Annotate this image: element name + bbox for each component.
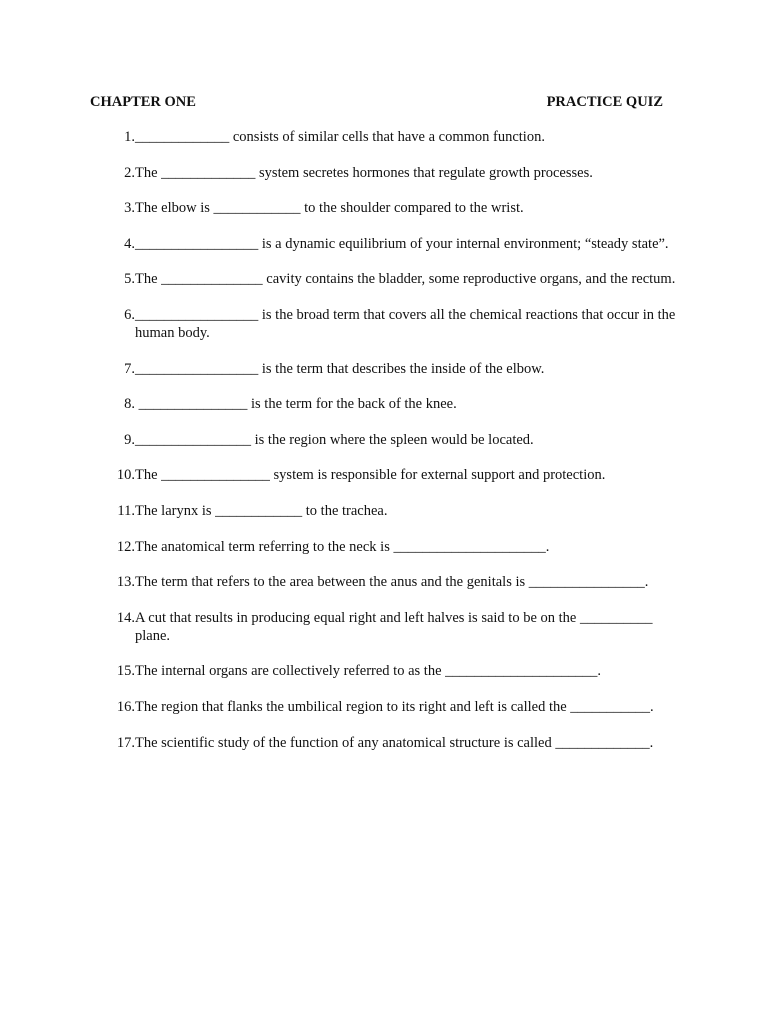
question-number: 6.	[124, 306, 135, 323]
question-item	[108, 662, 680, 680]
question-text: A cut that results in producing equal right and left halves is said to be on the __________ plane.	[135, 609, 657, 644]
question-number: 5.	[124, 271, 135, 288]
question-text: The region that flanks the umbilical region to its right and left is called the ___________.	[135, 698, 654, 715]
question-item	[108, 235, 680, 253]
question-item	[108, 128, 680, 146]
question-item	[108, 395, 680, 413]
question-text: The anatomical term referring to the neck is _____________________.	[135, 538, 550, 555]
question-number: 11.	[117, 502, 135, 519]
question-item	[108, 698, 680, 716]
question-number: 12.	[116, 538, 135, 555]
question-text: The ______________ cavity contains the bladder, some reproductive organs, and the rectum.	[135, 271, 676, 288]
question-item	[108, 270, 680, 288]
question-text: _________________ is the broad term that covers all the chemical reactions that occur in the human body.	[135, 306, 679, 341]
question-text: _________________ is a dynamic equilibrium of your internal environment; “steady state”.	[135, 235, 669, 252]
question-number: 10.	[116, 467, 135, 484]
question-item	[108, 306, 680, 342]
question-item	[108, 431, 680, 449]
question-item	[108, 609, 680, 645]
question-number: 3.	[124, 200, 135, 217]
question-text: The _____________ system secretes hormones that regulate growth processes.	[135, 164, 593, 181]
question-number: 8.	[124, 396, 135, 413]
question-list	[108, 128, 680, 769]
question-number: 14.	[116, 609, 135, 626]
chapter-title: CHAPTER ONE	[90, 94, 196, 110]
question-text: The scientific study of the function of any anatomical structure is called _____________.	[135, 734, 654, 751]
question-number: 17.	[116, 734, 135, 751]
question-text: _____________ consists of similar cells that have a common function.	[135, 129, 545, 145]
question-number: 4.	[124, 235, 135, 252]
question-number: 15.	[116, 663, 135, 680]
page-header	[90, 93, 663, 111]
question-number: 1.	[124, 129, 135, 145]
question-text: The _______________ system is responsible for external support and protection.	[135, 467, 606, 484]
question-text: The internal organs are collectively referred to as the _____________________.	[135, 663, 602, 680]
question-text: The larynx is ____________ to the trachea.	[135, 502, 388, 519]
question-number: 16.	[116, 698, 135, 715]
question-number: 2.	[124, 164, 135, 181]
question-text: _________________ is the term that describes the inside of the elbow.	[135, 360, 545, 377]
question-item	[108, 466, 680, 484]
question-text: The elbow is ____________ to the shoulder compared to the wrist.	[135, 200, 524, 217]
question-item	[108, 573, 680, 591]
question-text: _______________ is the term for the back of the knee.	[135, 396, 457, 413]
question-item	[108, 502, 680, 520]
question-number: 9.	[124, 431, 135, 448]
question-item	[108, 360, 680, 378]
quiz-title: PRACTICE QUIZ	[546, 94, 663, 110]
question-item	[108, 734, 680, 752]
question-text: ________________ is the region where the spleen would be located.	[135, 431, 534, 448]
question-number: 13.	[116, 574, 135, 591]
question-number: 7.	[124, 360, 135, 377]
question-item	[108, 199, 680, 217]
question-item	[108, 164, 680, 182]
question-text: The term that refers to the area between the anus and the genitals is ________________.	[135, 574, 649, 591]
question-item	[108, 538, 680, 556]
